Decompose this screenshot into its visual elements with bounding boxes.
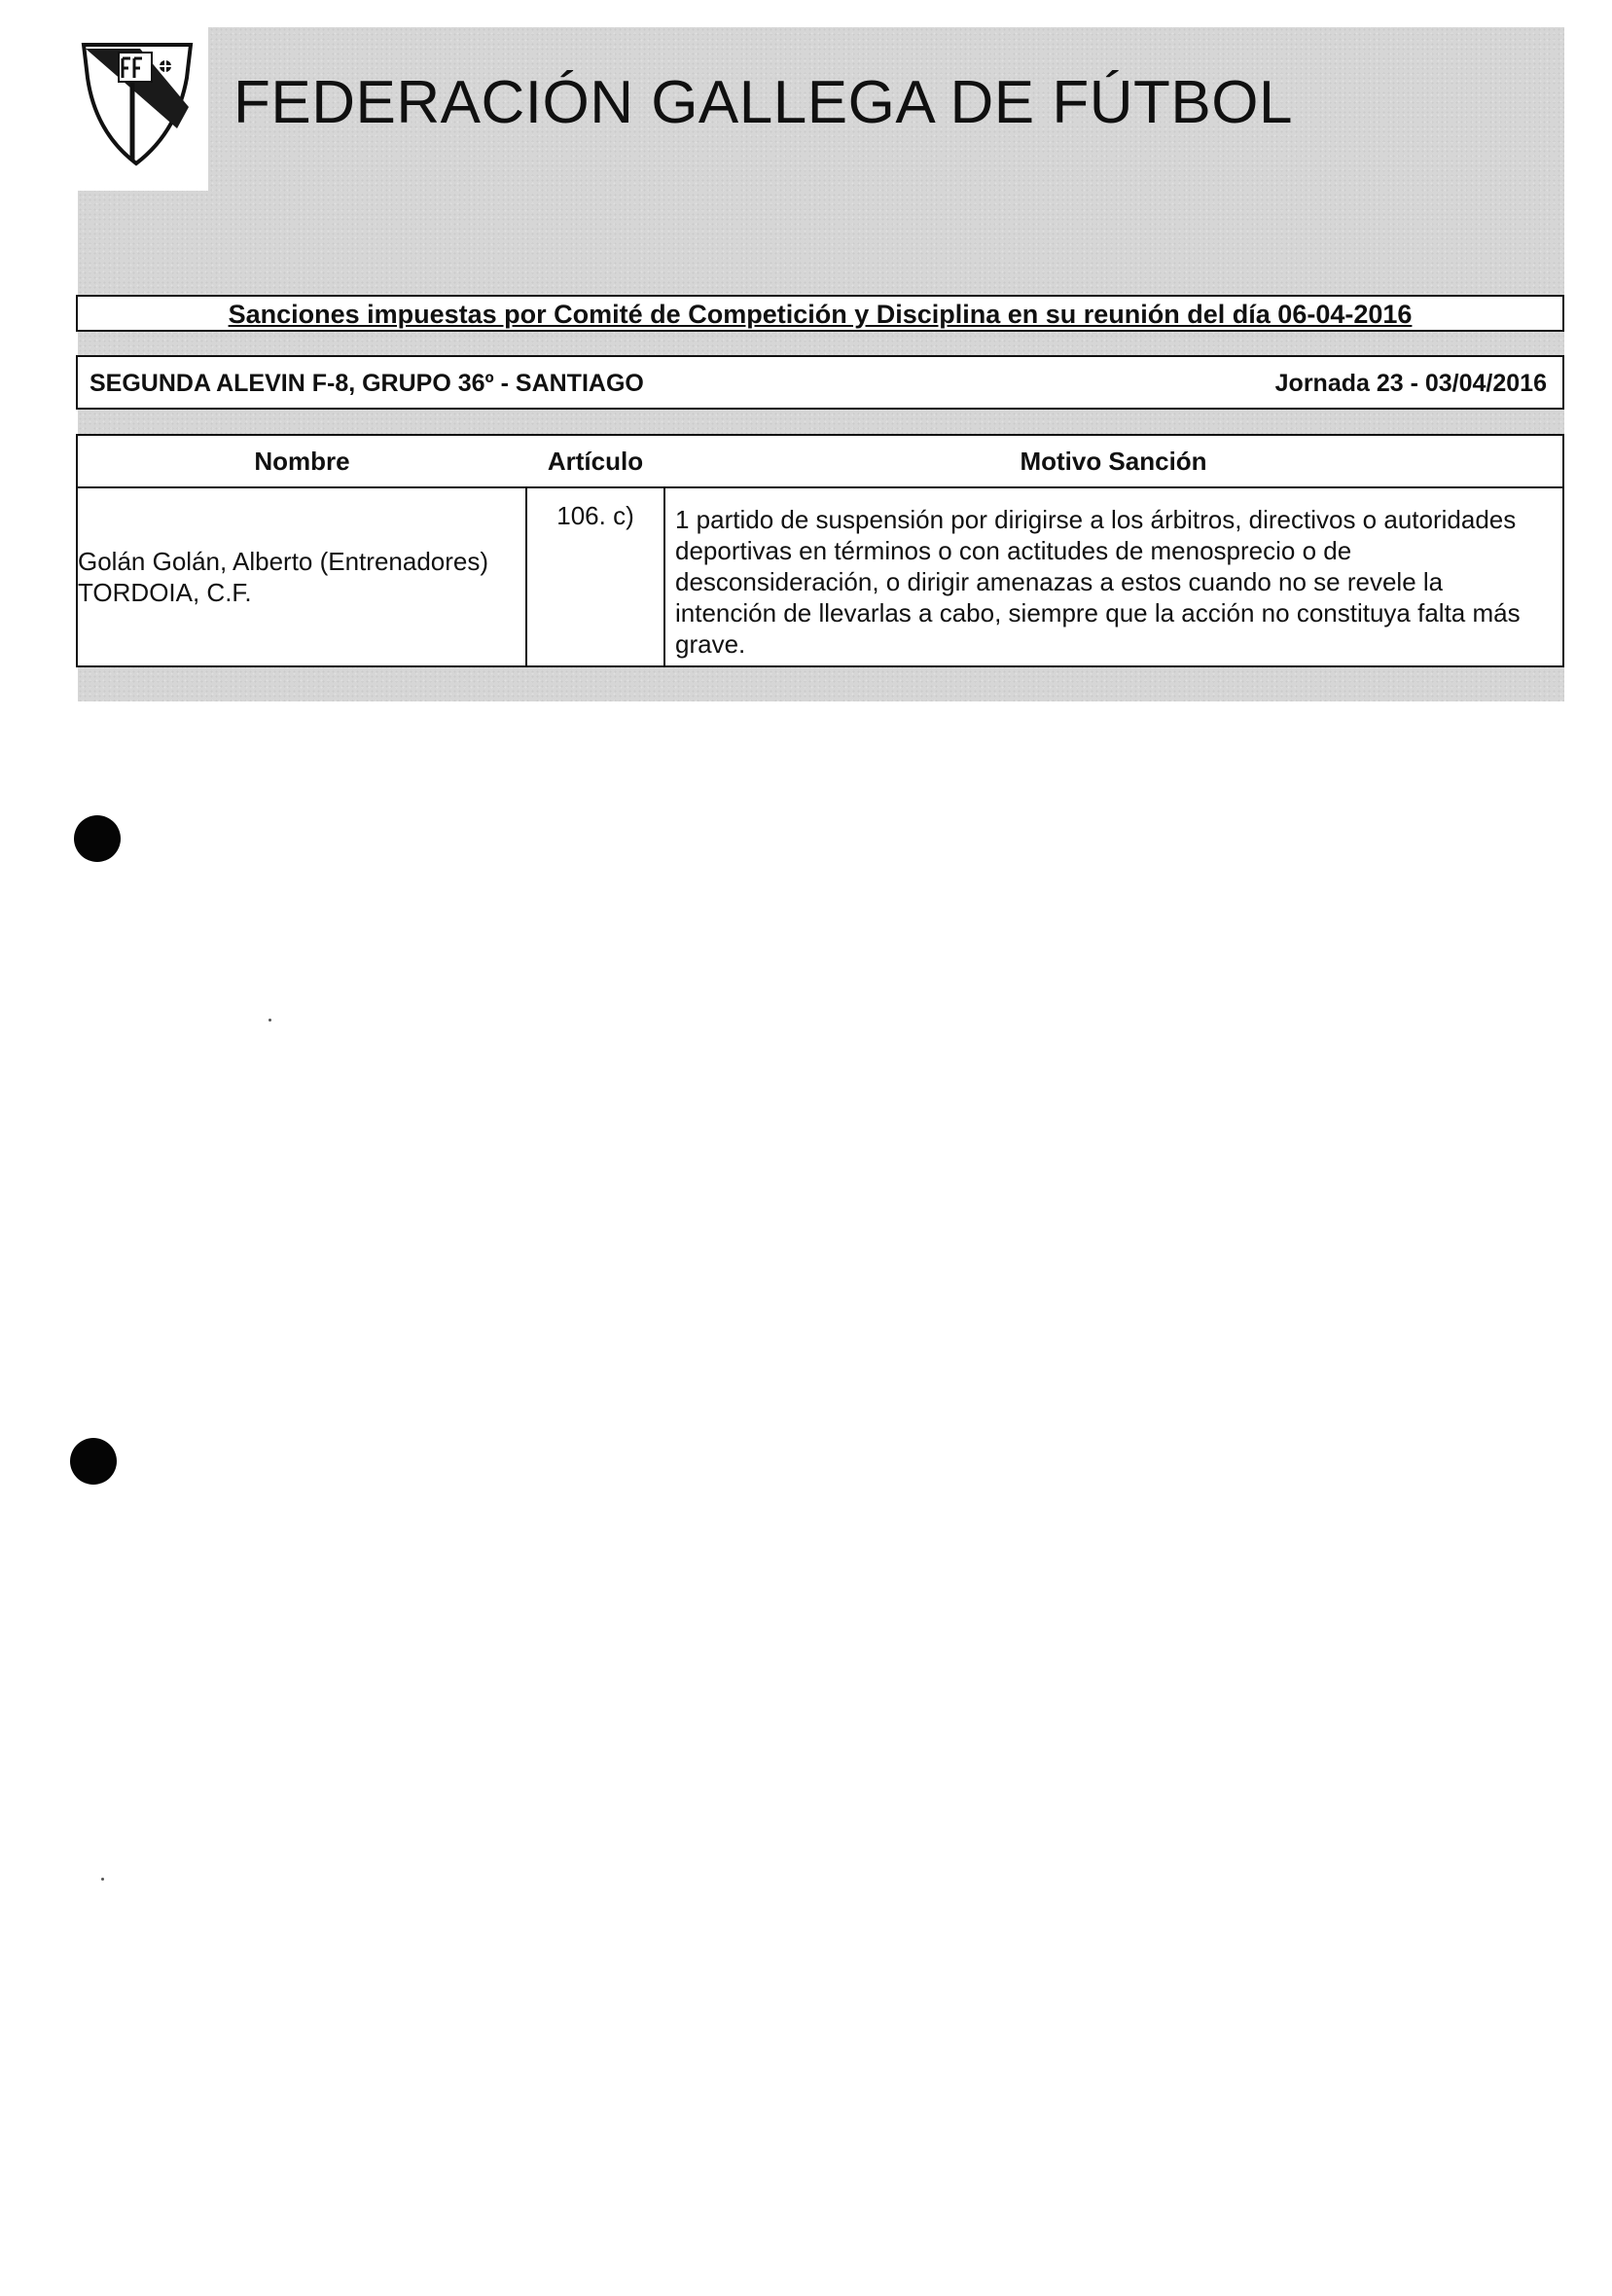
cell-motivo: 1 partido de suspensión por dirigirse a los árbitros, directivos o autoridades deportivas en términos o con actitudes de menosprecio o de desconsideración, o dirigir amenazas a estos cuando no se revele la intención de llevarlas a cabo, siempre que la acción no constituya falta más grave. bbox=[664, 487, 1562, 665]
sanctions-title: Sanciones impuestas por Comité de Competición y Disciplina en su reunión del día 06-04-2016 bbox=[228, 300, 1413, 329]
sanctioned-person: Golán Golán, Alberto (Entrenadores) bbox=[78, 547, 489, 576]
scan-speck bbox=[269, 1019, 271, 1022]
fgf-shield-icon bbox=[80, 39, 195, 167]
sanctions-table bbox=[76, 434, 1564, 667]
binder-hole-bottom bbox=[70, 1438, 117, 1485]
sanctioned-club: TORDOIA, C.F. bbox=[78, 578, 252, 607]
competition-header-box bbox=[76, 355, 1564, 410]
federation-title: FEDERACIÓN GALLEGA DE FÚTBOL bbox=[233, 69, 1293, 136]
header-articulo: Artículo bbox=[526, 436, 664, 487]
binder-hole-top bbox=[74, 815, 121, 862]
logo-area bbox=[66, 27, 208, 191]
header-motivo: Motivo Sanción bbox=[664, 436, 1562, 487]
sanctions-header-box bbox=[76, 295, 1564, 332]
competition-group: SEGUNDA ALEVIN F-8, GRUPO 36º - SANTIAGO bbox=[90, 370, 644, 397]
table-row bbox=[78, 487, 1562, 665]
scan-speck bbox=[101, 1878, 104, 1881]
table-header-row bbox=[78, 436, 1562, 487]
cell-articulo: 106. c) bbox=[526, 487, 664, 665]
cell-nombre bbox=[78, 487, 526, 665]
header-nombre: Nombre bbox=[78, 436, 526, 487]
jornada-date: Jornada 23 - 03/04/2016 bbox=[1274, 370, 1547, 397]
